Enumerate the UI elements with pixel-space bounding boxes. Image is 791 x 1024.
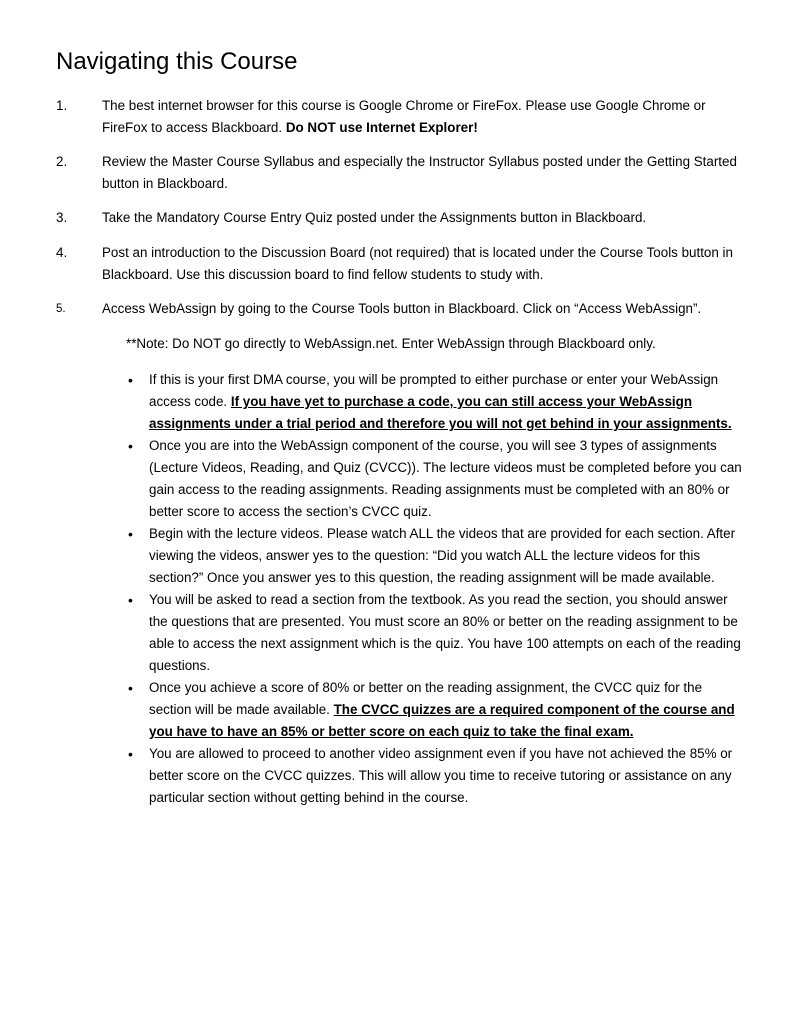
item-text: Post an introduction to the Discussion Board (not required) that is located under the Course Tools button in Blackboard. Use this discussion board to find fellow students to study with.: [102, 245, 733, 282]
item-text: [102, 95, 744, 139]
list-item-1: [56, 95, 746, 139]
bullet-text: You are allowed to proceed to another video assignment even if you have not achieved the 85% or better score on the CVCC quizzes. This will allow you time to receive tutoring or assistance on any particular section without getting behind in the course.: [149, 746, 733, 805]
bullet-item-3: [126, 523, 746, 589]
item-number: 1.: [56, 98, 68, 113]
item-text: Access WebAssign by going to the Course Tools button in Blackboard. Click on “Access WebAssign”.: [102, 301, 702, 316]
webassign-bullet-list: [126, 369, 746, 809]
bullet-item-5: [126, 677, 746, 743]
bullet-item-6: [126, 743, 746, 809]
bullet-text: Once you are into the WebAssign component of the course, you will see 3 types of assignments (Lecture Videos, Reading, and Quiz (CVCC)). The lecture videos must be completed before you can gain access to the reading assignments. Reading assignments must be completed with an 80% or better score to access the section’s CVCC quiz.: [149, 438, 742, 519]
item-text: Review the Master Course Syllabus and especially the Instructor Syllabus posted under the Getting Started button in Blackboard.: [102, 154, 737, 191]
bullet-item-2: [126, 435, 746, 523]
bullet-icon: •: [128, 438, 133, 454]
bullet-icon: •: [128, 746, 133, 762]
item-number: 5.: [56, 303, 66, 315]
item-number: 2.: [56, 154, 68, 169]
bullet-emphasis: The CVCC quizzes are a required component of the course and you have to have an 85% or better score on each quiz to take the final exam.: [149, 702, 735, 739]
item-text: Take the Mandatory Course Entry Quiz posted under the Assignments button in Blackboard.: [102, 210, 647, 225]
webassign-note: **Note: Do NOT go directly to WebAssign.net. Enter WebAssign through Blackboard only.: [126, 336, 656, 351]
list-item-5: [56, 298, 746, 320]
bullet-icon: •: [128, 526, 133, 542]
item-body: The best internet browser for this course is Google Chrome or FireFox. Please use Google Chrome or FireFox to access Blackboard.: [102, 98, 706, 135]
list-item-3: [56, 207, 746, 229]
bullet-item-1: [126, 369, 746, 435]
bullet-item-4: [126, 589, 746, 677]
bullet-icon: •: [128, 592, 133, 608]
page-title: Navigating this Course: [56, 48, 298, 75]
bullet-text: Once you achieve a score of 80% or better on the reading assignment, the CVCC quiz for the section will be made available.: [149, 680, 703, 717]
bullet-text: You will be asked to read a section from the textbook. As you read the section, you should answer the questions that are presented. You must score an 80% or better on the reading assignment to be able to access the next assignment which is the quiz. You have 100 attempts on each of the reading questions.: [149, 592, 741, 673]
bullet-text: If this is your first DMA course, you will be prompted to either purchase or enter your WebAssign access code.: [149, 372, 719, 409]
bullet-icon: •: [128, 680, 133, 696]
item-bold-warning: Do NOT use Internet Explorer!: [285, 120, 478, 135]
item-number: 3.: [56, 210, 68, 225]
list-item-4: [56, 242, 746, 286]
item-number: 4.: [56, 245, 68, 260]
bullet-icon: •: [128, 372, 133, 388]
bullet-emphasis: If you have yet to purchase a code, you can still access your WebAssign assignments under a trial period and therefore you will not get behind in your assignments.: [149, 394, 732, 431]
bullet-text: Begin with the lecture videos. Please watch ALL the videos that are provided for each section. After viewing the videos, answer yes to the question: “Did you watch ALL the lecture videos for this section?” Once you answer yes to this question, the reading assignment will be made available.: [149, 526, 736, 585]
list-item-2: [56, 151, 746, 195]
